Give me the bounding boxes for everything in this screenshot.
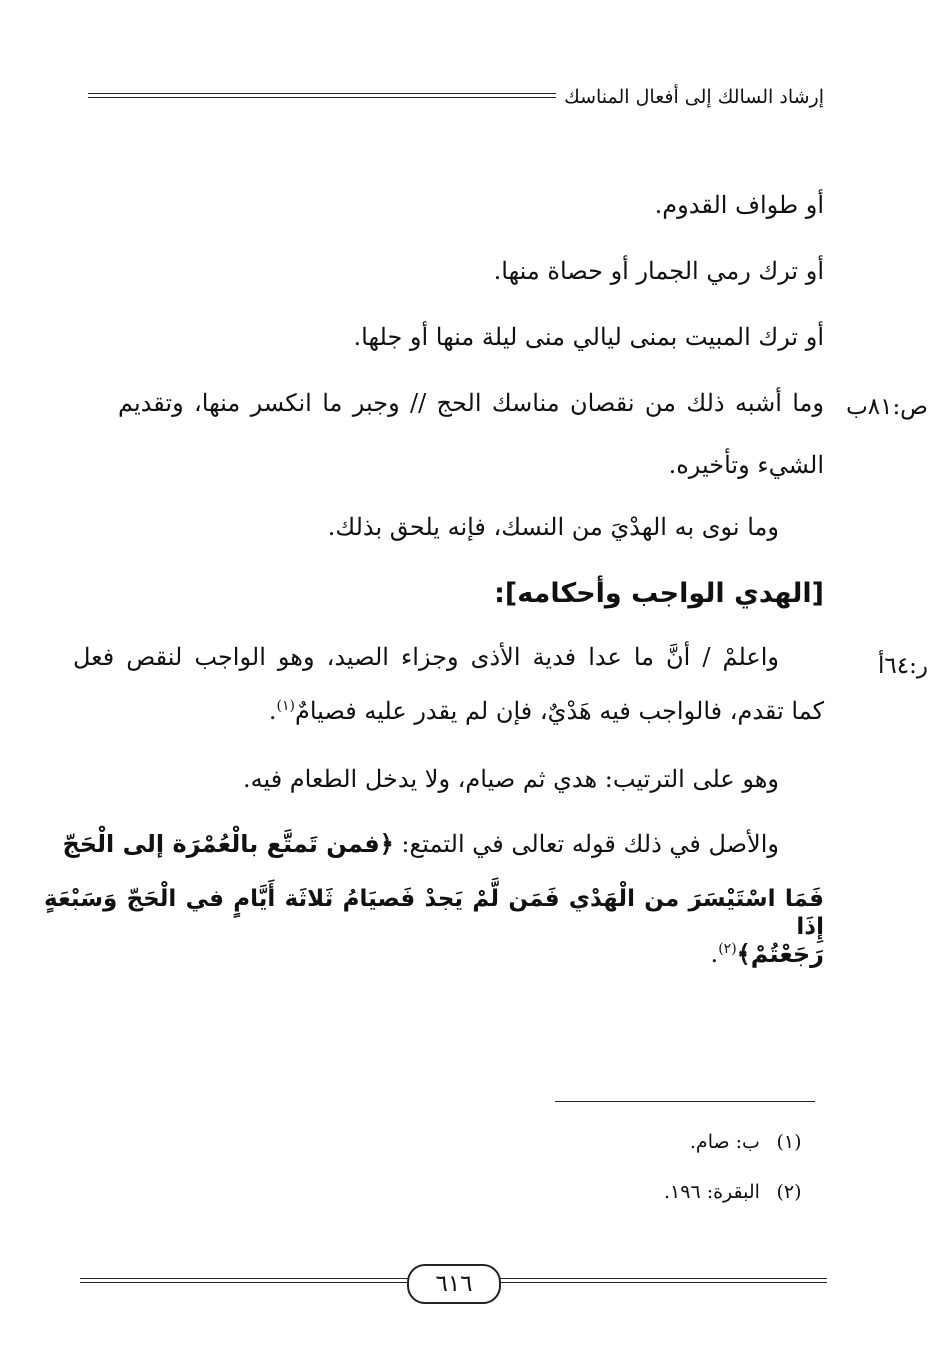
footnote-rule	[555, 1101, 815, 1102]
period: .	[268, 697, 277, 725]
text-line-tartib: وهو على الترتيب: هدي ثم صيام، ولا يدخل الطعام فيه.	[242, 765, 779, 793]
paragraph-text: والأصل في ذلك قوله تعالى في التمتع:	[401, 830, 779, 858]
footnote-text: ب: صام.	[689, 1131, 760, 1153]
quran-verse: رَجَعْتُمْ﴾	[736, 940, 824, 968]
paragraph-line	[269, 697, 824, 726]
margin-reference: ر:٦٤أ	[878, 653, 928, 679]
footnote-number: (٢)	[776, 1181, 802, 1203]
section-heading: [الهدي الواجب وأحكامه]:	[494, 578, 824, 609]
paragraph-line: واعلمْ / أنَّ ما عدا فدية الأذى وجزاء الصيد، وهو الواجب لنقص فعل	[73, 643, 779, 671]
footnote-ref: (١)	[276, 698, 295, 714]
text-line-mabit: أو ترك المبيت بمنى ليالي منى ليلة منها أو جلها.	[353, 323, 824, 351]
footnote-ref: (٢)	[718, 941, 737, 957]
text-line-ramy: أو ترك رمي الجمار أو حصاة منها.	[493, 257, 824, 285]
margin-reference: ص:٨١ب	[846, 394, 928, 420]
page-number: ٦١٦	[407, 1264, 501, 1304]
text-line-hady: وما نوى به الهدْيَ من النسك، فإنه يلحق بذلك.	[327, 513, 779, 541]
footer-rule	[80, 1278, 410, 1283]
footnote-text: البقرة: ١٩٦.	[663, 1181, 760, 1203]
quran-verse: ﴿فمن تَمتَّع بالْعُمْرَة إلى الْحَجّ	[62, 830, 394, 858]
footnote-number: (١)	[776, 1131, 802, 1153]
paragraph-line: وما أشبه ذلك من نقصان مناسك الحج // وجبر ما انكسر منها، وتقديم	[118, 389, 824, 417]
paragraph-text: كما تقدم، فالواجب فيه هَدْيٌ، فإن لم يقدر عليه فصيامٌ	[294, 697, 824, 725]
quran-verse-end	[711, 940, 824, 969]
header-rule	[88, 93, 556, 98]
footer-rule	[497, 1278, 827, 1283]
footnote	[664, 1181, 812, 1203]
quran-verse: فَمَا اسْتَيْسَرَ من الْهَدْي فَمَن لَّمْ يَجدْ فَصيَامُ ثَلاثَة أَيَّامٍ في الْحَجّ وَسَبْعَةٍ إِذَا	[44, 886, 824, 940]
period: .	[710, 940, 719, 968]
paragraph-line	[62, 830, 779, 859]
footnote	[690, 1131, 812, 1153]
paragraph-line: الشيء وتأخيره.	[668, 451, 824, 479]
running-header: إرشاد السالك إلى أفعال المناسك	[564, 86, 824, 108]
text-line-tawaf: أو طواف القدوم.	[654, 191, 824, 219]
